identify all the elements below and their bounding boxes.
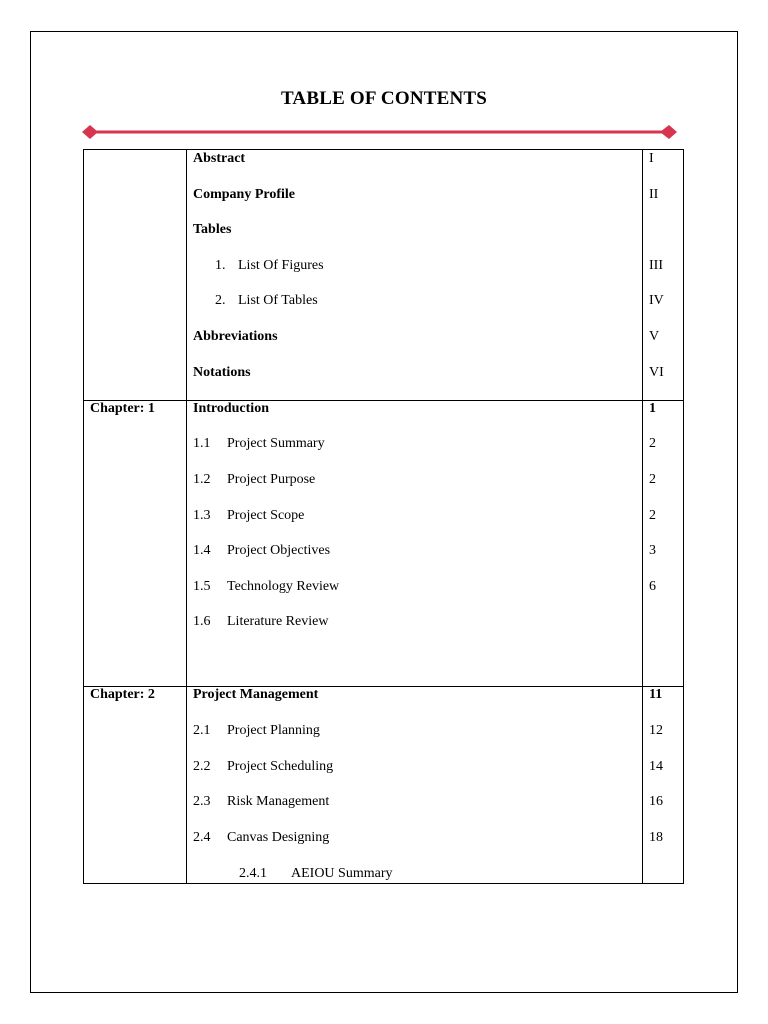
toc-section-2-4-1[interactable] xyxy=(239,866,393,882)
section-label: Project Scheduling xyxy=(227,759,334,774)
section-number: 2.3 xyxy=(193,794,211,809)
toc-section-2-3[interactable] xyxy=(193,794,329,810)
section-label: Technology Review xyxy=(227,579,340,594)
toc-entry-label: List Of Figures xyxy=(238,258,324,273)
toc-entry-number: 2. xyxy=(215,293,226,308)
section-number: 1.5 xyxy=(193,579,211,594)
column-divider-right xyxy=(642,150,643,883)
section-page: 2 xyxy=(649,436,656,451)
section-label: AEIOU Summary xyxy=(291,866,393,881)
toc-entry-company-profile[interactable]: Company Profile xyxy=(193,187,296,202)
section-label: Literature Review xyxy=(227,614,329,629)
section-page: 16 xyxy=(649,794,663,809)
section-label: Project Objectives xyxy=(227,543,331,558)
toc-section-1-1[interactable] xyxy=(193,436,325,452)
section-page: 2 xyxy=(649,508,656,523)
section-label: Canvas Designing xyxy=(227,830,330,845)
section-page: 2 xyxy=(649,472,656,487)
chapter-title-2[interactable]: Project Management xyxy=(193,687,319,702)
toc-section-1-2[interactable] xyxy=(193,472,315,488)
toc-page-abbreviations: V xyxy=(649,329,660,344)
toc-table xyxy=(83,149,684,884)
section-page: 14 xyxy=(649,759,663,774)
section-number: 2.1 xyxy=(193,723,211,738)
toc-page-notations: VI xyxy=(649,365,664,380)
section-page: 3 xyxy=(649,543,656,558)
section-number: 2.4.1 xyxy=(239,866,267,881)
toc-page-company-profile: II xyxy=(649,187,659,202)
toc-entry-number: 1. xyxy=(215,258,226,273)
chapter-label-1: Chapter: 1 xyxy=(90,401,155,416)
toc-entry-list-of-figures[interactable] xyxy=(215,258,324,274)
toc-section-1-3[interactable] xyxy=(193,508,304,524)
toc-entry-tables[interactable]: Tables xyxy=(193,222,232,237)
toc-page-list-of-figures: III xyxy=(649,258,663,273)
section-number: 2.2 xyxy=(193,759,211,774)
column-divider-left xyxy=(186,150,187,883)
section-number: 1.3 xyxy=(193,508,211,523)
toc-section-2-1[interactable] xyxy=(193,723,320,739)
toc-entry-abstract[interactable]: Abstract xyxy=(193,151,246,166)
section-label: Project Scope xyxy=(227,508,305,523)
section-page: 12 xyxy=(649,723,663,738)
chapter-label-2: Chapter: 2 xyxy=(90,687,155,702)
section-number: 1.1 xyxy=(193,436,211,451)
row-divider-chapter1 xyxy=(84,400,683,401)
section-number: 2.4 xyxy=(193,830,211,845)
toc-page-list-of-tables: IV xyxy=(649,293,664,308)
toc-section-1-6[interactable] xyxy=(193,614,328,630)
toc-page-abstract: I xyxy=(649,151,654,166)
toc-entry-list-of-tables[interactable] xyxy=(215,293,318,309)
toc-section-2-2[interactable] xyxy=(193,759,333,775)
toc-entry-label: List Of Tables xyxy=(238,293,318,308)
row-divider-chapter2 xyxy=(84,686,683,687)
toc-section-1-4[interactable] xyxy=(193,543,330,559)
title-divider xyxy=(80,122,680,142)
section-label: Project Planning xyxy=(227,723,320,738)
toc-section-2-4[interactable] xyxy=(193,830,329,846)
chapter-page-2: 11 xyxy=(649,687,663,702)
chapter-title-1[interactable]: Introduction xyxy=(193,401,269,416)
section-label: Project Summary xyxy=(227,436,325,451)
toc-section-1-5[interactable] xyxy=(193,579,339,595)
section-page: 6 xyxy=(649,579,656,594)
toc-entry-notations[interactable]: Notations xyxy=(193,365,251,380)
toc-entry-abbreviations[interactable]: Abbreviations xyxy=(193,329,278,344)
section-label: Risk Management xyxy=(227,794,330,809)
chapter-page-1: 1 xyxy=(649,401,656,416)
page-title: TABLE OF CONTENTS xyxy=(280,88,488,109)
section-number: 1.2 xyxy=(193,472,211,487)
section-number: 1.6 xyxy=(193,614,211,629)
section-page: 18 xyxy=(649,830,663,845)
section-number: 1.4 xyxy=(193,543,211,558)
section-label: Project Purpose xyxy=(227,472,316,487)
